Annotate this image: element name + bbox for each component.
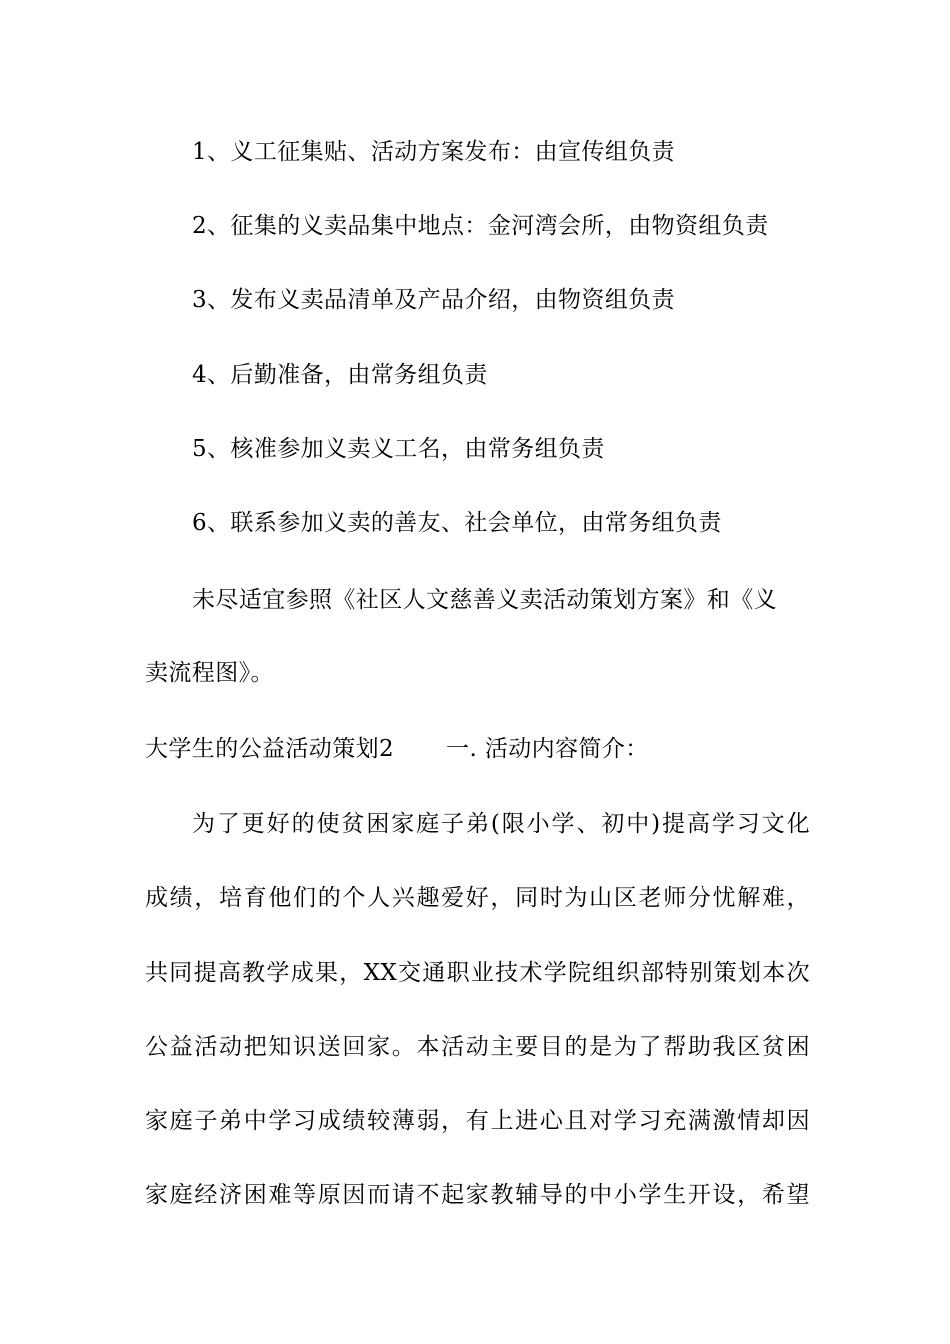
paragraph-line: 成绩，培育他们的个人兴趣爱好，同时为山区老师分忧解难， [145, 885, 810, 911]
paragraph-line: 公益活动把知识送回家。本活动主要目的是为了帮助我区贫困 [145, 1034, 810, 1060]
section-subheading: 一. 活动内容简介： [446, 736, 649, 762]
paragraph-line: 家庭子弟中学习成绩较薄弱，有上进心且对学习充满激情却因 [145, 1108, 810, 1134]
list-item: 6、联系参加义卖的善友、社会单位，由常务组负责 [192, 510, 722, 536]
paragraph-line: 共同提高教学成果，XX交通职业技术学院组织部特别策划本次 [145, 960, 810, 986]
paragraph-line: 家庭经济困难等原因而请不起家教辅导的中小学生开设，希望 [145, 1182, 810, 1208]
list-item: 4、后勤准备，由常务组负责 [192, 362, 488, 388]
note-line: 卖流程图》。 [145, 660, 274, 686]
list-item: 3、发布义卖品清单及产品介绍，由物资组负责 [192, 287, 676, 313]
paragraph-line: 为了更好的使贫困家庭子弟(限小学、初中)提高学习文化 [192, 811, 810, 837]
section-heading [145, 734, 810, 764]
list-item: 5、核准参加义卖义工名，由常务组负责 [192, 436, 605, 462]
section-title: 大学生的公益活动策划2 [145, 736, 395, 762]
note-line: 未尽适宜参照《社区人文慈善义卖活动策划方案》和《义 [192, 587, 777, 613]
list-item: 1、义工征集贴、活动方案发布：由宣传组负责 [192, 139, 676, 165]
list-item: 2、征集的义卖品集中地点：金河湾会所，由物资组负责 [192, 213, 769, 239]
